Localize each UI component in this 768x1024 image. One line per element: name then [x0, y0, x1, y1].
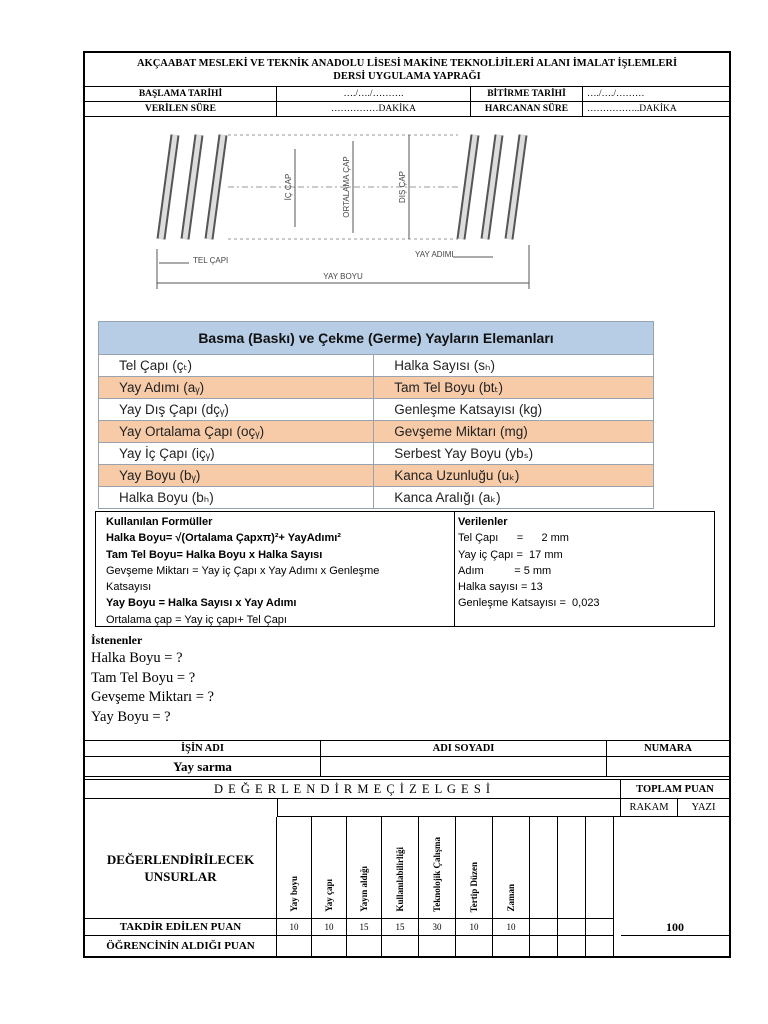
spring-coil-left: [161, 135, 223, 239]
evaluation-title: D E Ğ E R L E N D İ R M E Ç İ Z E L G E S İ: [85, 779, 621, 799]
blank-row: [277, 799, 621, 817]
criterion-header: [493, 817, 530, 919]
job-name-label: İŞİN ADI: [85, 741, 321, 757]
criterion-header-empty: [558, 817, 586, 919]
student-score-field[interactable]: [347, 936, 382, 956]
mean-diameter-label: ORTALAMA ÇAP: [342, 156, 351, 218]
student-score-field[interactable]: [456, 936, 493, 956]
student-name-field[interactable]: [321, 757, 607, 777]
spent-time-label: HARCANAN SÜRE: [471, 102, 583, 117]
table-cell: Halka Boyu (bₕ): [99, 487, 374, 509]
table-cell: Halka Sayısı (sₕ): [374, 355, 654, 377]
table-cell: Yay Boyu (bᵧ): [99, 465, 374, 487]
criterion-header: [312, 817, 347, 919]
points-label: TAKDİR EDİLEN PUAN: [85, 919, 277, 936]
total-points: 100: [621, 919, 729, 936]
formula-line: Gevşeme Miktarı = Yay iç Çapı x Yay Adımı x Genleşme: [106, 564, 380, 577]
title-line-2: DERSİ UYGULAMA YAPRAĞI: [333, 71, 481, 82]
table-cell: Gevşeme Miktarı (mg): [374, 421, 654, 443]
criterion-header: [456, 817, 493, 919]
requested-line: Yay Boyu = ?: [91, 708, 171, 725]
spring-diagram: [153, 127, 533, 297]
requested-line: Halka Boyu = ?: [91, 650, 183, 666]
criterion-header: [277, 817, 312, 919]
student-score-field[interactable]: [277, 936, 312, 956]
requested-line: Gevşeme Miktarı = ?: [91, 689, 214, 705]
table-cell: Kanca Aralığı (aₖ): [374, 487, 654, 509]
job-name-value: Yay sarma: [85, 757, 321, 777]
spring-elements-table: [98, 321, 654, 509]
criterion-points: 10: [312, 919, 347, 936]
requested-title: İstenenler: [91, 633, 143, 647]
student-score-field[interactable]: [382, 936, 419, 956]
formula-line: Halka Boyu= √(Ortalama Çapxπ)²+ YayAdımı²: [106, 532, 341, 545]
given-line: Adım = 5 mm: [458, 564, 552, 577]
formulas-section: [96, 514, 456, 628]
criterion-points: 10: [493, 919, 530, 936]
student-score-field[interactable]: [312, 936, 347, 956]
requested-line: Tam Tel Boyu = ?: [91, 669, 196, 686]
criterion-label: Zaman: [506, 884, 516, 912]
given-line: Tel Çapı = 2 mm: [458, 532, 569, 545]
student-total-field[interactable]: [621, 936, 729, 956]
worksheet: [83, 51, 731, 958]
given-line: Halka sayısı = 13: [458, 581, 543, 594]
student-score-field[interactable]: [586, 936, 614, 956]
criterion-header: [347, 817, 382, 919]
formula-line: Tam Tel Boyu= Halka Boyu x Halka Sayısı: [106, 548, 323, 561]
criterion-header: [382, 817, 419, 919]
divider: [454, 512, 455, 626]
elements-table-title: Basma (Baskı) ve Çekme (Germe) Yayların Elemanları: [99, 322, 654, 355]
end-date-value[interactable]: …./…./………: [583, 87, 729, 102]
table-cell: Yay Dış Çapı (dçᵧ): [99, 399, 374, 421]
wire-diameter-label: TEL ÇAPI: [193, 256, 229, 265]
title-line-1: AKÇAABAT MESLEKİ VE TEKNİK ANADOLU LİSESİ MAKİNE TEKNOLİJİLERİ ALANI İMALAT İŞLEMLERİ: [136, 58, 678, 69]
student-score-field[interactable]: [419, 936, 456, 956]
criterion-label: Yay çapı: [324, 879, 334, 912]
criterion-points: 30: [419, 919, 456, 936]
table-cell: Genleşme Katsayısı (kg): [374, 399, 654, 421]
student-score-field[interactable]: [558, 936, 586, 956]
criterion-points-empty: [586, 919, 614, 936]
student-score-field[interactable]: [530, 936, 558, 956]
criterion-label: Yayın aldığı: [359, 866, 369, 912]
student-number-label: NUMARA: [607, 741, 729, 757]
criterion-points: 10: [456, 919, 493, 936]
spring-coil-right: [461, 135, 523, 239]
given-line: Genleşme Katsayısı = 0,023: [458, 597, 600, 610]
inner-diameter-label: İÇ ÇAP: [284, 173, 293, 201]
student-points-label: ÖĞRENCİNİN ALDIĞI PUAN: [85, 936, 277, 956]
given-section: [458, 514, 708, 612]
pitch-label: YAY ADIMI: [415, 250, 454, 259]
criterion-points-empty: [530, 919, 558, 936]
criterion-label: Teknolojik Çalışma: [432, 837, 442, 912]
yazi-label: YAZI: [678, 799, 729, 817]
formula-line: Katsayısı: [106, 581, 152, 594]
requested-section: [91, 631, 491, 727]
table-cell: Yay Ortalama Çapı (oçᵧ): [99, 421, 374, 443]
table-cell: Yay Adımı (aᵧ): [99, 377, 374, 399]
student-score-field[interactable]: [493, 936, 530, 956]
given-line: Yay iç Çapı = 17 mm: [458, 548, 563, 561]
worksheet-title: [85, 53, 729, 87]
criterion-label: Yay boyu: [289, 876, 299, 912]
criterion-header-empty: [586, 817, 614, 919]
table-cell: Kanca Uzunluğu (uₖ): [374, 465, 654, 487]
formulas-box: [95, 511, 715, 627]
spent-time-value[interactable]: ……………..DAKİKA: [583, 102, 729, 117]
criterion-header-empty: [530, 817, 558, 919]
given-time-value[interactable]: ……………DAKİKA: [277, 102, 471, 117]
criterion-points: 15: [347, 919, 382, 936]
table-cell: Serbest Yay Boyu (ybₛ): [374, 443, 654, 465]
criterion-points: 15: [382, 919, 419, 936]
student-name-label: ADI SOYADI: [321, 741, 607, 757]
given-title: Verilenler: [458, 516, 508, 528]
formula-line: Yay Boyu = Halka Sayısı x Yay Adımı: [106, 597, 297, 610]
spring-length-label: YAY BOYU: [323, 272, 363, 281]
table-cell: Yay İç Çapı (içᵧ): [99, 443, 374, 465]
criterion-points: 10: [277, 919, 312, 936]
criterion-label: Kullanılabilirliği: [395, 847, 405, 912]
rakam-label: RAKAM: [621, 799, 678, 817]
formula-line: Ortalama çap = Yay iç çapı+ Tel Çapı: [106, 613, 287, 626]
formulas-title: Kullanılan Formüller: [106, 516, 213, 528]
criteria-label-line: DEĞERLENDİRİLECEK: [106, 851, 255, 867]
table-cell: Tel Çapı (çₜ): [99, 355, 374, 377]
table-cell: Tam Tel Boyu (btₜ): [374, 377, 654, 399]
student-number-field[interactable]: [607, 757, 729, 777]
criterion-points-empty: [558, 919, 586, 936]
outer-diameter-label: DIŞ ÇAP: [398, 170, 407, 204]
criteria-label: [85, 817, 277, 919]
total-score-label: TOPLAM PUAN: [621, 779, 729, 799]
criterion-label: Tertip Düzen: [469, 861, 479, 912]
criteria-label-line: UNSURLAR: [144, 868, 217, 884]
criterion-header: [419, 817, 456, 919]
end-date-label: BİTİRME TARİHİ: [471, 87, 583, 102]
start-date-label: BAŞLAMA TARİHİ: [85, 87, 277, 102]
given-time-label: VERİLEN SÜRE: [85, 102, 277, 117]
start-date-value[interactable]: …./…./……….: [277, 87, 471, 102]
